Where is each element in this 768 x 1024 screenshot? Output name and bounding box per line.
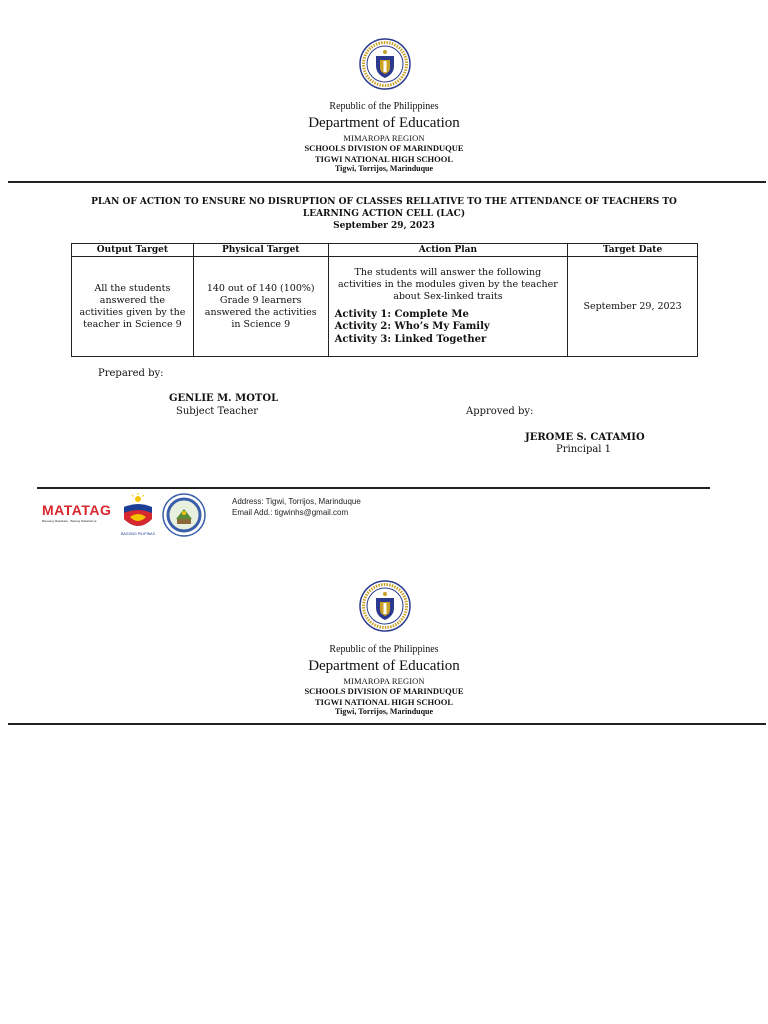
activity-1: Activity 1: Complete Me <box>334 308 469 320</box>
matatag-wordmark: MATATAG <box>42 502 112 518</box>
matatag-logo <box>42 502 112 523</box>
action-plan-table <box>71 243 698 357</box>
title-line-1: PLAN OF ACTION TO ENSURE NO DISRUPTION OF CLASSES RELLATIVE TO THE ATTENDANCE OF TEACHERS TO <box>91 197 677 207</box>
bagong-label: BAGONG PILIPINAS <box>121 532 155 536</box>
deped-seal-icon <box>359 38 411 90</box>
table-row <box>72 257 698 357</box>
table-header-row <box>72 244 698 257</box>
prepared-by-label: Prepared by: <box>98 368 164 379</box>
output-target-cell: All the students answered the activities given by the teacher in Science 9 <box>72 257 194 357</box>
activity-2: Activity 2: Who’s My Family <box>334 321 490 333</box>
action-plan-cell <box>328 257 568 357</box>
target-date-cell: September 29, 2023 <box>568 257 698 357</box>
physical-target-cell: 140 out of 140 (100%) Grade 9 learners answered the activities in Science 9 <box>193 257 328 357</box>
document-date: September 29, 2023 <box>333 221 435 231</box>
column-header-target-date: Target Date <box>568 244 698 257</box>
approved-by-name: JEROME S. CATAMIO <box>525 432 645 443</box>
division-name-2: SCHOOLS DIVISION OF MARINDUQUE <box>304 686 464 696</box>
deped-seal-icon <box>359 580 411 632</box>
approved-by-title: Principal 1 <box>556 444 612 455</box>
country-name-2: Republic of the Philippines <box>329 644 439 655</box>
school-email: Email Add.: tigwinhs@gmail.com <box>232 508 349 517</box>
school-seal-icon <box>162 493 206 537</box>
prepared-by-name: GENLIE M. MOTOL <box>169 393 279 404</box>
title-line-2: LEARNING ACTION CELL (LAC) <box>302 209 466 219</box>
column-header-output-target: Output Target <box>72 244 194 257</box>
header-divider-2 <box>8 723 766 725</box>
division-name: SCHOOLS DIVISION OF MARINDUQUE <box>304 143 464 153</box>
activity-3: Activity 3: Linked Together <box>334 333 487 345</box>
prepared-by-title: Subject Teacher <box>176 406 259 417</box>
school-name-2: TIGWI NATIONAL HIGH SCHOOL <box>315 697 453 707</box>
document-title <box>70 196 698 232</box>
department-name-2: Department of Education <box>308 658 460 674</box>
column-header-action-plan: Action Plan <box>328 244 568 257</box>
school-address: Address: Tigwi, Torrijos, Marinduque <box>232 497 361 506</box>
matatag-tagline: Bansang Makabata · Batang Makabansa <box>42 519 97 523</box>
header-divider <box>8 181 766 183</box>
column-header-physical-target: Physical Target <box>193 244 328 257</box>
school-name: TIGWI NATIONAL HIGH SCHOOL <box>315 154 453 164</box>
footer-divider <box>37 487 710 489</box>
department-name: Department of Education <box>308 115 460 131</box>
school-location-2: Tigwi, Torrijos, Marinduque <box>334 707 434 716</box>
school-location: Tigwi, Torrijos, Marinduque <box>334 164 434 173</box>
action-plan-text: The students will answer the following activities in the modules given by the teacher about Sex-linked traits <box>337 266 558 302</box>
country-name: Republic of the Philippines <box>329 101 439 112</box>
region-name: MIMAROPA REGION <box>343 133 425 143</box>
approved-by-label: Approved by: <box>466 406 534 417</box>
school-contact <box>232 496 361 518</box>
region-name-2: MIMAROPA REGION <box>343 676 425 686</box>
bagong-pilipinas-logo-icon <box>118 493 158 537</box>
